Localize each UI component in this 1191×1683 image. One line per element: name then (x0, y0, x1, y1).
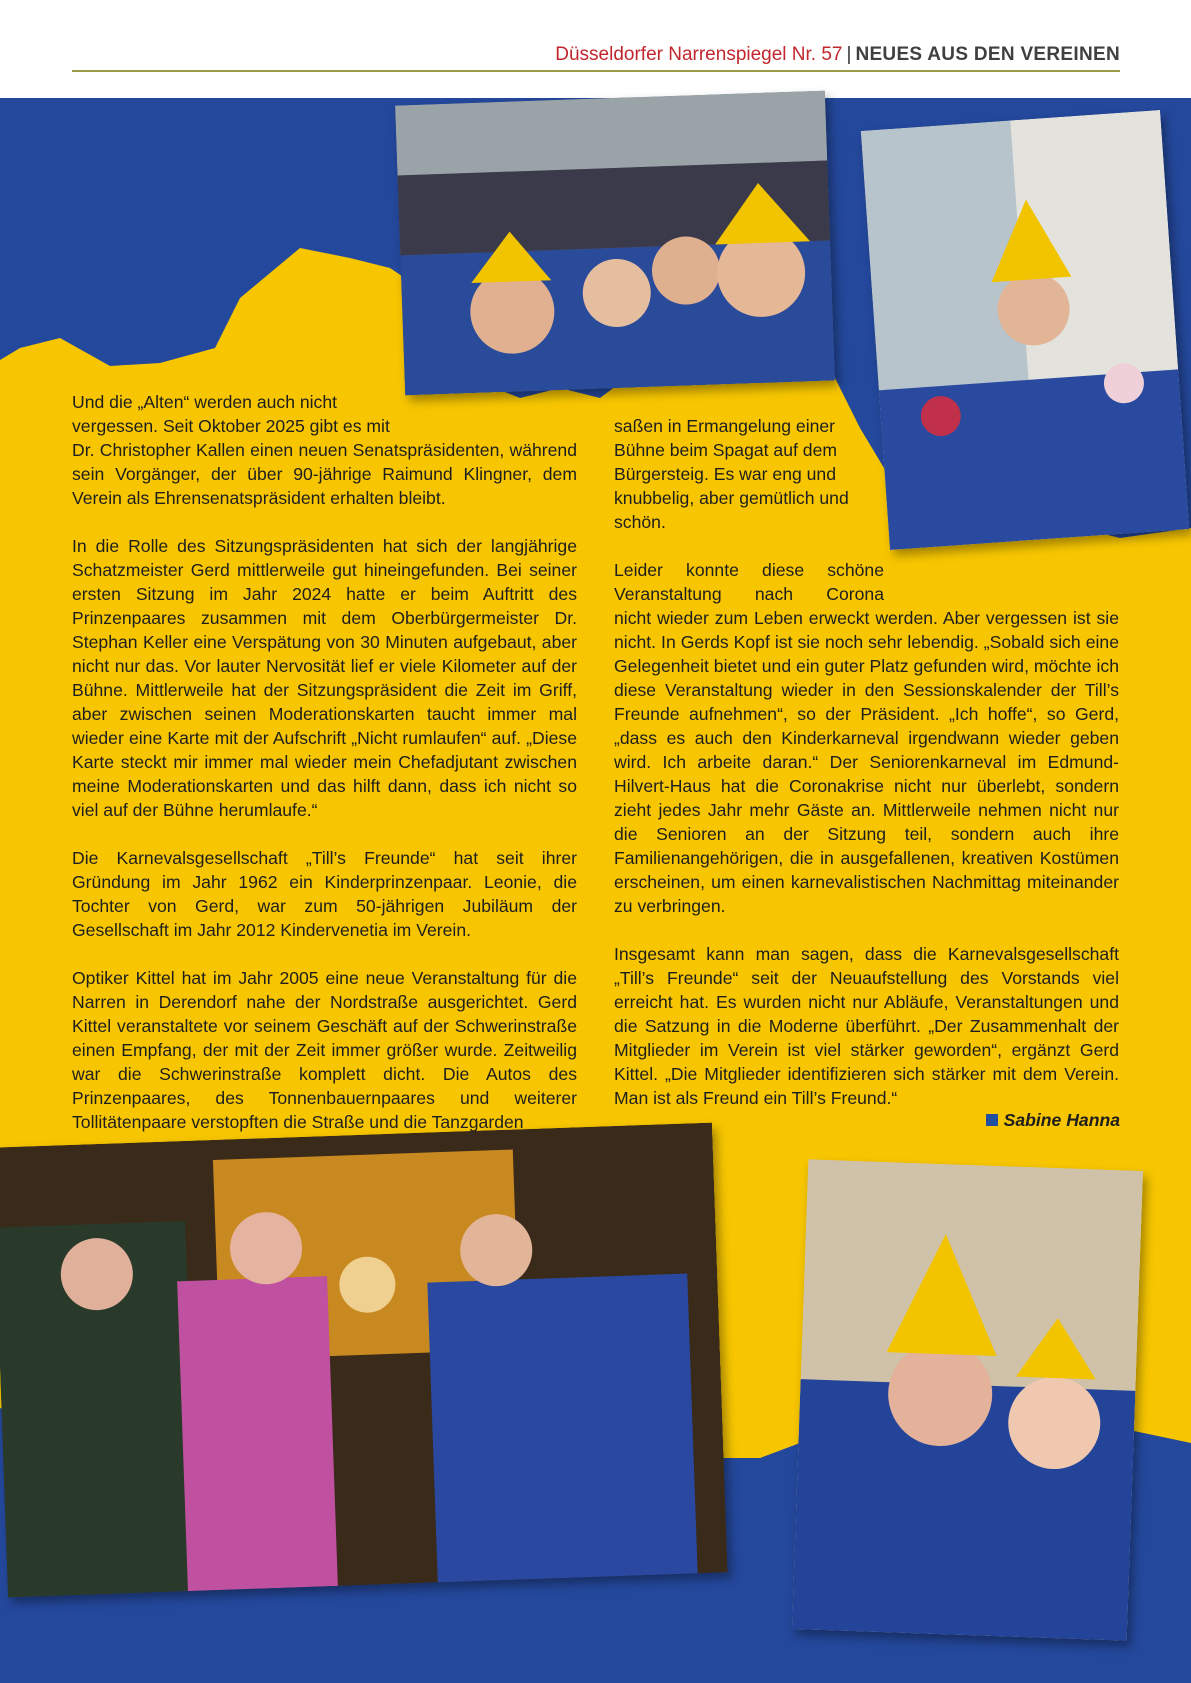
paragraph-optician-event: Optiker Kittel hat im Jahr 2005 eine neue Veranstaltung für die Narren in Derendorf nahe der Nordstraße ausgerichtet. Gerd Kittel veranstaltete vor seinem Geschäft auf der Schwerinstraße einen Empfang, der mit der Zeit immer größer wurde. Zeitweilig war die Schwerinstraße komplett dicht. Die Autos des Prinzenpaares, des Tonnenbauernpaares und weiterer Tollitätenpaare verstopften die Straße und die Tanzgarden (72, 968, 577, 1132)
page-header (72, 42, 1120, 72)
intro-lines (72, 390, 402, 438)
paragraph-sidewalk: saßen in Ermangelung einer Bühne beim Spagat auf dem Bürgersteig. Es war eng und knubbelig, aber gemütlich und schön. (614, 416, 849, 532)
article-column-2 (614, 414, 1119, 1134)
paragraph-summary: Insgesamt kann man sagen, dass die Karnevalsgesellschaft „Till’s Freunde“ seit der Neuaufstellung des Vorstands viel erreicht hat. Es wurden nicht nur Abläufe, Veranstaltungen und die Satzung in die Moderne überführt. „Der Zusammenhalt der Mitglieder im Verein ist viel stärker geworden“, ergänzt Gerd Kittel. „Die Mitglieder identifizieren sich stärker mit dem Verein. Man ist als Freund ein Till’s Freund.“ (614, 944, 1119, 1108)
photo-laughing-man-girl (792, 1159, 1143, 1640)
article-column-1 (72, 390, 577, 1134)
photo-crowd-selfie (395, 91, 835, 396)
paragraph-senate: Dr. Christopher Kallen einen neuen Senatspräsidenten, während sein Vorgänger, der über 90-jährige Raimund Klingner, dem Verein als Ehrensenatspräsident erhalten bleibt. (72, 440, 577, 508)
paragraph-children-prince: Die Karnevalsgesellschaft „Till’s Freunde“ hat seit ihrer Gründung im Jahr 1962 ein Kinderprinzenpaar. Leonie, die Tochter von Gerd, war zum 50-jährigen Jubiläum der Gesellschaft im Jahr 2012 Kindervenetia im Verein. (72, 848, 577, 940)
header-rule (72, 70, 1120, 72)
photo-stage-performance (0, 1123, 728, 1598)
paragraph-corona-rest: nicht wieder zum Leben erweckt werden. Aber vergessen ist sie nicht. In Gerds Kopf ist sie noch sehr lebendig. „Sobald sich eine Gelegenheit bietet und ein guter Platz gefunden wird, möchte ich diese Veranstaltung wieder in den Sessionskalender der Till’s Freunde aufnehmen“, so der Präsident. „Ich hoffe“, so Gerd, „dass es auch den Kinderkarneval irgendwann wieder geben wird. Ich arbeite daran.“ Der Seniorenkarneval im Edmund-Hilvert-Haus hat die Coronakrise nicht nur überlebt, sondern zieht jedes Jahr mehr Gäste an. Mittlerweile nehmen nicht nur die Senioren an der Sitzung teil, sondern auch ihre Familienangehörigen, die in ausgefallenen, kreativen Kostümen erscheinen, um einen karnevalistischen Nachmittag miteinander zu verbringen. (614, 608, 1119, 916)
author-credit (900, 1110, 1120, 1131)
section-title: NEUES AUS DEN VEREINEN (855, 44, 1120, 65)
intro-text: Und die „Alten“ werden auch nicht vergessen. Seit Oktober 2025 gibt es mit (72, 392, 390, 436)
author-square-icon (986, 1114, 998, 1126)
header-separator: | (846, 44, 852, 65)
paragraph-session-president: In die Rolle des Sitzungspräsidenten hat sich der langjährige Schatzmeister Gerd mittlerweile gut hineingefunden. Bei seiner ersten Sitzung im Jahr 2024 hatte er beim Auftritt des Prinzenpaares zusammen mit dem Oberbürgermeister Dr. Stephan Keller eine Verspätung von 30 Minuten aufgebaut, aber nicht nur das. Vor lauter Nervosität lief er viele Kilometer auf der Bühne. Mittlerweile hat der Sitzungspräsident die Zeit im Griff, aber zwischen seinen Moderationskarten taucht immer mal wieder eine Karte mit der Aufschrift „Nicht rumlaufen“ auf. „Diese Karte steckt mir immer mal wieder mein Chefadjutant zwischen meine Moderationskarten und das hilft dann, dass ich nicht so viel auf der Bühne herumlaufe.“ (72, 536, 577, 820)
author-name: Sabine Hanna (1003, 1110, 1120, 1130)
magazine-title: Düsseldorfer Narrenspiegel Nr. 57 (555, 44, 843, 65)
paragraph-corona-start: Leider konnte diese schöne Veranstaltung nach Corona (614, 560, 884, 604)
